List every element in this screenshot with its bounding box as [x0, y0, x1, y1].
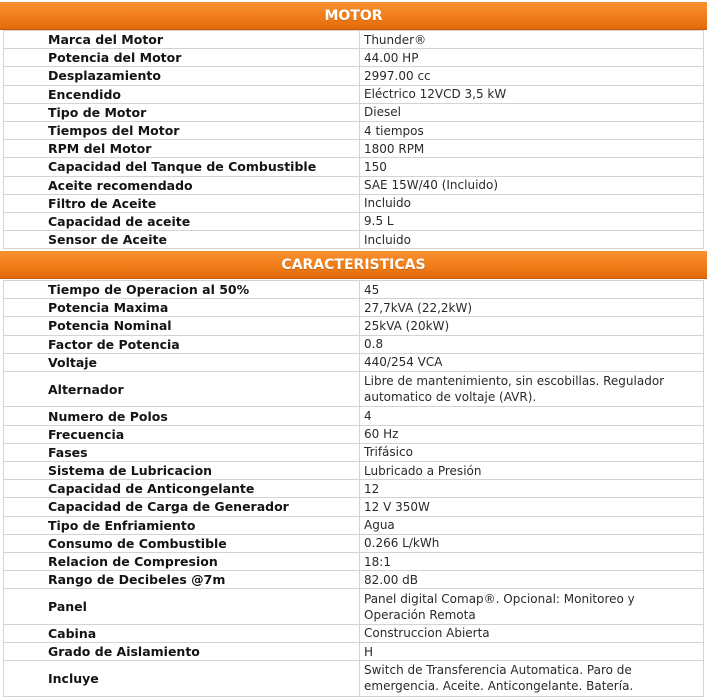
spec-value: 0.8 — [360, 335, 704, 353]
spec-label: Tiempo de Operacion al 50% — [4, 281, 360, 299]
spec-label: Numero de Polos — [4, 407, 360, 425]
spec-value: 12 V 350W — [360, 498, 704, 516]
spec-value: Panel digital Comap®. Opcional: Monitoreo y Operación Remota — [360, 589, 704, 625]
section-title: CARACTERISTICAS — [281, 256, 426, 273]
spec-label: Alternador — [4, 371, 360, 407]
spec-row — [4, 121, 704, 139]
spec-value: 18:1 — [360, 552, 704, 570]
spec-label: Desplazamiento — [4, 67, 360, 85]
spec-value: 1800 RPM — [360, 140, 704, 158]
spec-label: Relacion de Compresion — [4, 552, 360, 570]
spec-row — [4, 661, 704, 697]
spec-label: Tipo de Enfriamiento — [4, 516, 360, 534]
spec-row — [4, 552, 704, 570]
spec-value: H — [360, 643, 704, 661]
spec-row — [4, 407, 704, 425]
spec-row — [4, 140, 704, 158]
spec-row — [4, 589, 704, 625]
spec-value: 4 — [360, 407, 704, 425]
spec-row — [4, 498, 704, 516]
spec-value: 440/254 VCA — [360, 353, 704, 371]
spec-label: Capacidad de aceite — [4, 212, 360, 230]
spec-label: Potencia del Motor — [4, 49, 360, 67]
spec-value: Switch de Transferencia Automatica. Paro de emergencia. Aceite. Anticongelante. Batería. — [360, 661, 704, 697]
spec-label: Capacidad del Tanque de Combustible — [4, 158, 360, 176]
spec-label: Consumo de Combustible — [4, 534, 360, 552]
spec-row — [4, 49, 704, 67]
section-title: MOTOR — [324, 7, 383, 24]
spec-table-caracteristicas — [3, 280, 704, 697]
spec-value: Eléctrico 12VCD 3,5 kW — [360, 85, 704, 103]
spec-label: Encendido — [4, 85, 360, 103]
spec-row — [4, 371, 704, 407]
spec-value: 0.266 L/kWh — [360, 534, 704, 552]
spec-value: 9.5 L — [360, 212, 704, 230]
spec-row — [4, 194, 704, 212]
spec-label: Filtro de Aceite — [4, 194, 360, 212]
spec-row — [4, 534, 704, 552]
spec-label: Rango de Decibeles @7m — [4, 571, 360, 589]
spec-label: Sensor de Aceite — [4, 231, 360, 249]
spec-row — [4, 643, 704, 661]
spec-value: 12 — [360, 480, 704, 498]
spec-label: Marca del Motor — [4, 31, 360, 49]
spec-row — [4, 462, 704, 480]
spec-label: Tipo de Motor — [4, 103, 360, 121]
spec-label: Potencia Maxima — [4, 299, 360, 317]
spec-row — [4, 85, 704, 103]
spec-row — [4, 335, 704, 353]
spec-label: Fases — [4, 443, 360, 461]
spec-value: Diesel — [360, 103, 704, 121]
spec-value: Thunder® — [360, 31, 704, 49]
spec-row — [4, 516, 704, 534]
spec-row — [4, 317, 704, 335]
spec-value: 2997.00 cc — [360, 67, 704, 85]
spec-row — [4, 624, 704, 642]
spec-value: Libre de mantenimiento, sin escobillas. Regulador automatico de voltaje (AVR). — [360, 371, 704, 407]
spec-row — [4, 480, 704, 498]
spec-label: Aceite recomendado — [4, 176, 360, 194]
spec-value: 82.00 dB — [360, 571, 704, 589]
spec-label: Sistema de Lubricacion — [4, 462, 360, 480]
spec-row — [4, 299, 704, 317]
spec-row — [4, 571, 704, 589]
spec-label: RPM del Motor — [4, 140, 360, 158]
spec-row — [4, 281, 704, 299]
spec-row — [4, 176, 704, 194]
spec-label: Frecuencia — [4, 425, 360, 443]
spec-value: 150 — [360, 158, 704, 176]
spec-row — [4, 231, 704, 249]
spec-label: Potencia Nominal — [4, 317, 360, 335]
spec-value: 45 — [360, 281, 704, 299]
section-header-caracteristicas — [0, 251, 707, 279]
spec-label: Cabina — [4, 624, 360, 642]
spec-value: 44.00 HP — [360, 49, 704, 67]
spec-row — [4, 353, 704, 371]
spec-label: Grado de Aislamiento — [4, 643, 360, 661]
spec-row — [4, 425, 704, 443]
spec-table-motor — [3, 30, 704, 249]
spec-label: Voltaje — [4, 353, 360, 371]
spec-value: 4 tiempos — [360, 121, 704, 139]
spec-value: 27,7kVA (22,2kW) — [360, 299, 704, 317]
spec-value: Incluido — [360, 194, 704, 212]
spec-value: SAE 15W/40 (Incluido) — [360, 176, 704, 194]
spec-label: Capacidad de Anticongelante — [4, 480, 360, 498]
spec-label: Capacidad de Carga de Generador — [4, 498, 360, 516]
spec-row — [4, 31, 704, 49]
spec-row — [4, 103, 704, 121]
spec-value: Lubricado a Presión — [360, 462, 704, 480]
spec-value: Trifásico — [360, 443, 704, 461]
spec-value: Incluido — [360, 231, 704, 249]
spec-row — [4, 67, 704, 85]
spec-label: Tiempos del Motor — [4, 121, 360, 139]
spec-row — [4, 443, 704, 461]
spec-value: 25kVA (20kW) — [360, 317, 704, 335]
spec-value: Construccion Abierta — [360, 624, 704, 642]
spec-label: Incluye — [4, 661, 360, 697]
section-header-motor — [0, 2, 707, 30]
spec-row — [4, 212, 704, 230]
spec-value: Agua — [360, 516, 704, 534]
spec-label: Panel — [4, 589, 360, 625]
spec-value: 60 Hz — [360, 425, 704, 443]
spec-label: Factor de Potencia — [4, 335, 360, 353]
spec-row — [4, 158, 704, 176]
